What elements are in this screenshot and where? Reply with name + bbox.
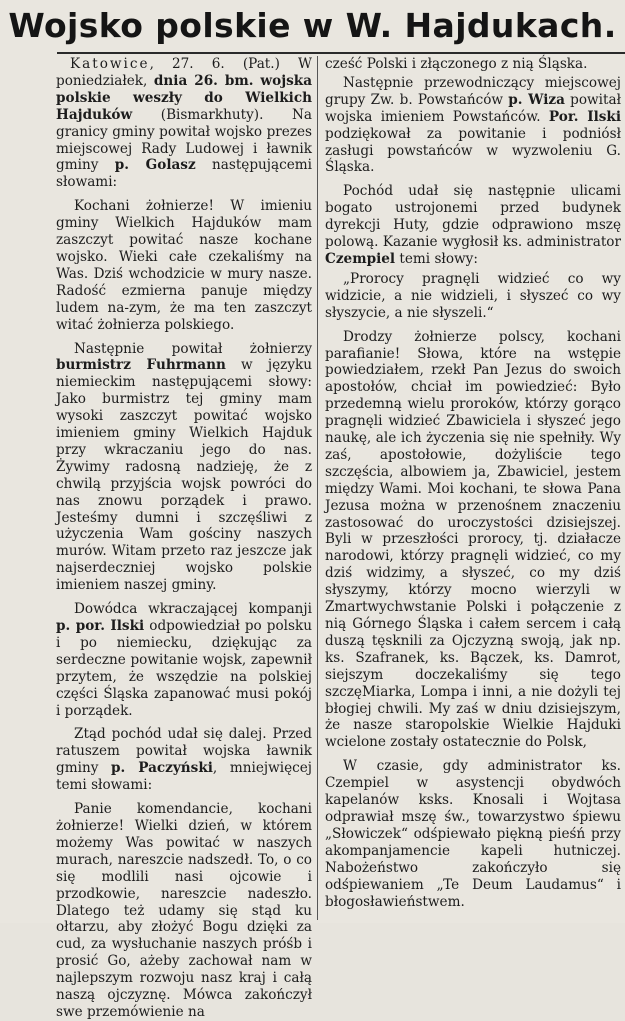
paragraph-lead <box>56 56 312 191</box>
bold-text: Por. Ilski <box>548 108 622 125</box>
bold-text: Czempiel <box>325 250 396 267</box>
paragraph-para <box>325 75 621 176</box>
text-run: w języku niemieckim następującemi słowy: Jako burmistrz tej gminy mam wysoki zaszczyt powitać wojsko imieniem gminy Wielkich Hajduk przy wkraczaniu jego do nas. Żywimy radosną nadzieję, że z chwilą przyjścia wojsk powróci do nas znowu porządek i prawo. Jesteśmy dumni i szczęśliwi z użyczenia Wam gościny naszych murów. Witam przeto raz jeszcze jak najserdeczniej wojsko polskie imieniem naszej gminy. <box>56 357 312 594</box>
paragraph-para <box>325 758 621 910</box>
column-divider <box>317 56 318 920</box>
text-run: Panie komendancie, kochani żołnierze! Wielki dzień, w którem możemy Was powitać w naszych murach, nareszcie nadszedł. To, o co się modlili nasi ojcowie i przodkowie, nareszcie nadeszło. Dlatego też udamy się stąd ku ołtarzu, aby złożyć Bogu dzięki za cud, za wysłuchanie naszych próśb i prosić Go, ażeby zachował nam w najlepszym rozwoju nasz kraj i całą naszą ojczyznę. Mówca zakończył swe przemówienie na <box>56 801 312 1020</box>
text-run: , 27. 6. (Pat.) W poniedziałek, <box>56 56 312 89</box>
text-run: temi słowy: <box>395 250 478 267</box>
text-run: cześć Polski i złączonego z nią Śląska. <box>325 56 588 72</box>
bold-text: p. Golasz <box>114 157 196 174</box>
text-run: odpowiedział po polsku i po niemiecku, dziękując za serdeczne powitanie wojsk, zapewnił przytem, że wszędzie na polskiej części Śląska zapanować musi pokój i porządek. <box>56 618 313 719</box>
text-run: Następnie powitał żołnierzy <box>74 340 312 357</box>
text-run: powitał wojska imieniem Powstańców. <box>325 91 621 125</box>
bold-text: burmistrz Fuhrmann <box>56 357 226 374</box>
text-run: „Prorocy pragnęli widzieć co wy widzicie, a nie widzieli, i słyszeć co wy słyszycie, a nie słyszeli.“ <box>325 270 621 321</box>
bold-text: dnia 26. bm. wojska polskie weszły do Wielkich Hajduków <box>56 72 312 123</box>
paragraph-cont <box>325 56 621 73</box>
bold-text: p. Wiza <box>508 91 565 108</box>
text-run: W czasie, gdy administrator ks. Czempiel w asystencji obydwóch kapelanów ksks. Knosali i Wojtasa odprawiał mszę św., towarzystwo śpiewu „Słowiczek“ odśpiewało piękną pieśń przy akompanjamencie kapeli hutniczej. Nabożeństwo zakończyło się odśpiewaniem „Te Deum Laudamus“ i błogosławieństwem. <box>325 758 621 910</box>
text-run: Pochód udał się następnie ulicami bogato ustrojonemi przed budynek dyrekcji Huty, gdzie odprawiono mszę polową. Kazanie wygłosił ks. administrator <box>325 183 621 251</box>
left-column <box>56 56 312 1021</box>
paragraph-quote <box>56 198 312 333</box>
right-column <box>325 56 621 910</box>
text-run: Katowice <box>70 56 150 72</box>
paragraph-quote <box>56 801 312 1021</box>
text-run: Dowódca wkraczającej kompanji <box>74 601 312 618</box>
paragraph-para <box>325 271 621 322</box>
bold-text: p. por. Ilski <box>56 618 145 634</box>
text-run: , mniejwięcej temi słowami: <box>56 760 312 794</box>
paragraph-para <box>56 341 312 595</box>
text-run: Drodzy żołnierze polscy, kochani parafianie! Słowa, które na wstępie powiedziałem, rzekł Pan Jezus do swoich apostołów, chciał im powiedzieć: Było przedemną wielu proroków, którzy gorąco pragnęli widzieć Zbawiciela i słyszeć jego naukę, ale ich życzenia się nie spełniły. Wy zaś, apostołowie, dożyliście tego szczęścia, albowiem ja, Zbawiciel, jestem między Wami. Moi kochani, te słowa Pana Jezusa można w przenośnem znaczeniu zastosować do uroczystości dzisiejszej. Byli w przeszłości prorocy, tj. działacze narodowi, którzy pragnęli widzieć, co my dziś widzimy, a słyszeć, co my dziś słyszymy, którzy mocno wierzyli w Zmartwychwstanie Polski i połączenie z nią Górnego Śląska i całem sercem i całą duszą tęsknili za Ojczyzną swoją, jak np. ks. Szafranek, ks. Bączek, ks. Damrot, siejszym doczekaliśmy się tego szczęMiarka, Lompa i inni, a nie dożyli tej błogiej chwili. My zaś w dniu dzisiejszym, że nasze staropolskie Wielkie Hajduki wcielone zostały ostatecznie do Polsk, <box>325 328 621 751</box>
paragraph-para <box>325 329 621 752</box>
title-rule <box>57 52 625 54</box>
bold-text: p. Paczyński <box>110 760 213 777</box>
text-run: (Bismarkhuty). Na granicy gminy powitał wojsko prezes miejscowej Rady Ludowej i ławnik gminy <box>56 106 312 174</box>
text-run: Kochani żołnierze! W imieniu gminy Wielkich Hajduków mam zaszczyt powitać nasze kochane wojsko. Wieki całe czekaliśmy na Was. Dziś wchodzicie w mury nasze. Radość ezmierna panuje między ludem na-zym, że ma ten zaszczyt witać żołnierza polskiego. <box>56 198 312 333</box>
paragraph-para <box>325 183 621 268</box>
paragraph-para <box>56 726 312 794</box>
article-title: Wojsko polskie w W. Hajdukach. <box>8 6 617 45</box>
text-run: Następnie przewodniczący miejscowej grupy Zw. b. Powstańców <box>325 74 621 108</box>
text-run: następującemi słowami: <box>56 157 312 191</box>
paragraph-para <box>56 601 312 719</box>
text-run: podziękował za powitanie i podniósł zasługi powstańców w wyzwoleniu G. Śląska. <box>325 125 621 176</box>
text-run: Ztąd pochód udał się dalej. Przed ratuszem powitał wojska ławnik gminy <box>56 726 312 777</box>
